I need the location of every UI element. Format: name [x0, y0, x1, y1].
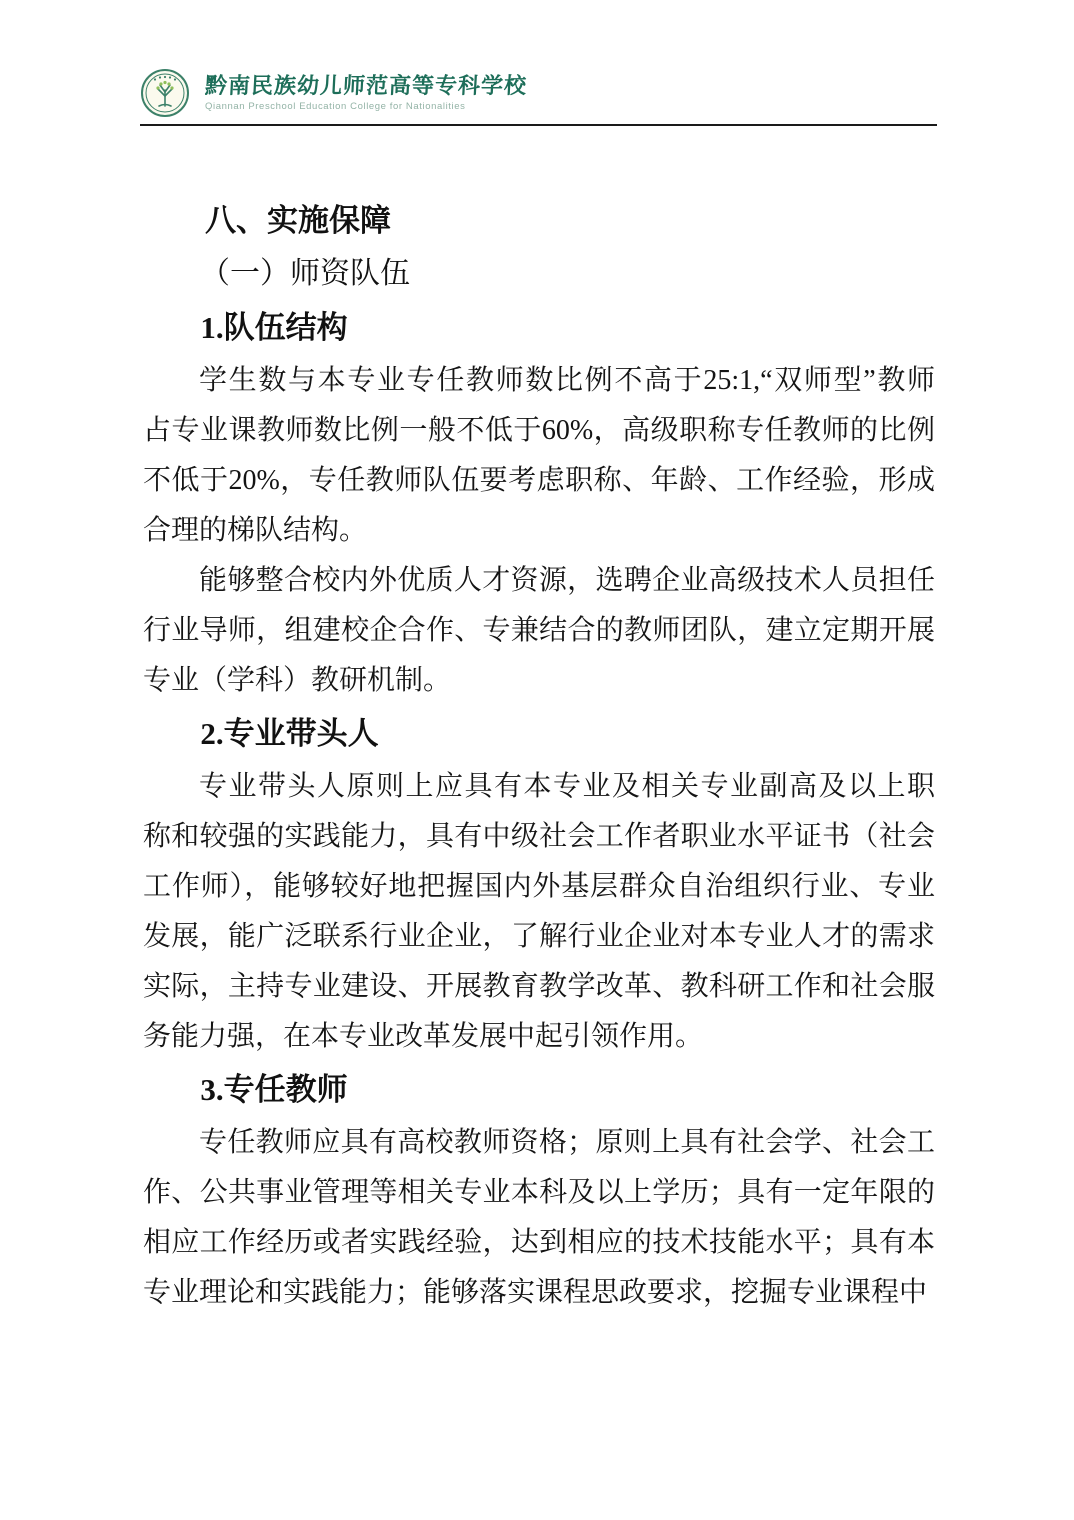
para-line: 行业导师，组建校企合作、专兼结合的教师团队，建立定期开展	[143, 615, 935, 646]
college-name-zh: 黔南民族幼儿师范高等专科学校	[204, 72, 528, 98]
para-line: 作、公共事业管理等相关专业本科及以上学历；具有一定年限的	[143, 1177, 935, 1208]
numbered-heading: 2.专业带头人	[200, 716, 379, 751]
paragraph	[143, 762, 935, 1062]
para-line: 专业（学科）教研机制。	[143, 665, 452, 696]
para-line: 能够整合校内外优质人才资源，选聘企业高级技术人员担任	[199, 565, 935, 596]
para-line: 学生数与本专业专任教师数比例不高于25:1,“双师型”教师	[199, 365, 935, 396]
college-brand	[204, 72, 528, 112]
para-line: 合理的梯队结构。	[143, 515, 368, 546]
subsection-heading: （一）师资队伍	[200, 257, 410, 290]
college-name-en: Qiannan Preschool Education College for Nationalities	[205, 100, 466, 112]
page-header	[140, 66, 937, 126]
para-line: 占专业课教师数比例一般不低于60%，高级职称专任教师的比例	[143, 415, 935, 446]
para-line: 工作师），能够较好地把握国内外基层群众自治组织行业、专业	[143, 871, 935, 902]
para-line: 发展，能广泛联系行业企业，了解行业企业对本专业人才的需求	[143, 921, 935, 952]
numbered-heading: 1.队伍结构	[200, 310, 348, 345]
document-body	[143, 194, 935, 1318]
para-line: 专业带头人原则上应具有本专业及相关专业副高及以上职	[199, 771, 935, 802]
para-line: 专业理论和实践能力；能够落实课程思政要求，挖掘专业课程中	[143, 1277, 928, 1308]
college-seal-icon	[140, 66, 190, 120]
paragraph	[143, 1118, 935, 1318]
section-heading: 八、实施保障	[205, 203, 391, 238]
paragraph	[143, 556, 935, 706]
document-blocks	[143, 300, 935, 1318]
paragraph	[143, 356, 935, 556]
para-line: 称和较强的实践能力，具有中级社会工作者职业水平证书（社会	[143, 821, 935, 852]
numbered-heading: 3.专任教师	[200, 1072, 348, 1107]
para-line: 相应工作经历或者实践经验，达到相应的技术技能水平；具有本	[143, 1227, 935, 1258]
para-line: 实际，主持专业建设、开展教育教学改革、教科研工作和社会服	[143, 971, 935, 1002]
para-line: 务能力强，在本专业改革发展中起引领作用。	[143, 1021, 704, 1052]
para-line: 专任教师应具有高校教师资格；原则上具有社会学、社会工	[199, 1127, 935, 1158]
para-line: 不低于20%，专任教师队伍要考虑职称、年龄、工作经验，形成	[143, 465, 935, 496]
